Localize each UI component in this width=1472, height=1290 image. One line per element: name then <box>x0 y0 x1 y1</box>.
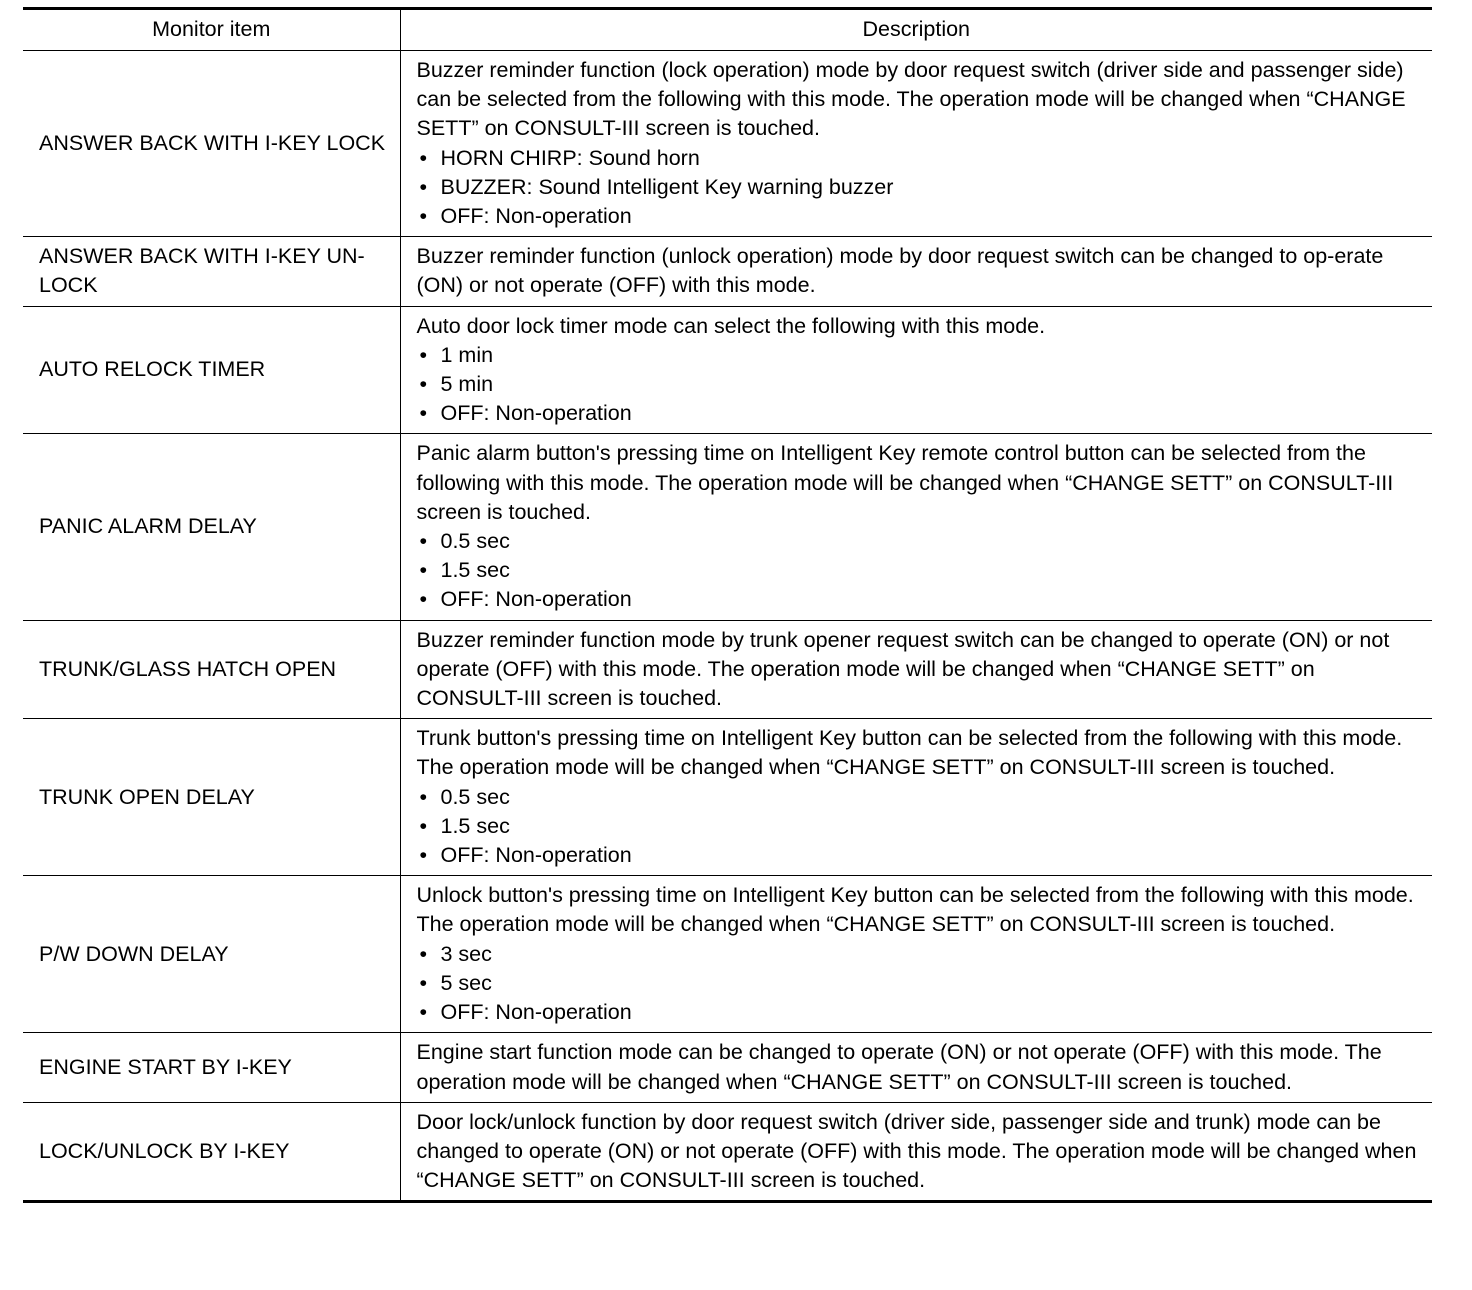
option-item: • OFF: Non-operation <box>417 998 1425 1027</box>
option-list <box>417 783 1425 871</box>
monitor-item-cell: AUTO RELOCK TIMER <box>23 306 400 434</box>
option-list <box>417 341 1425 429</box>
option-item: • 0.5 sec <box>417 527 1425 556</box>
table-row <box>23 719 1432 876</box>
option-item: • BUZZER: Sound Intelligent Key warning buzzer <box>417 173 1425 202</box>
option-item: • 0.5 sec <box>417 783 1425 812</box>
table-header-row <box>23 9 1432 51</box>
description-text: Buzzer reminder function mode by trunk opener request switch can be changed to operate (ON) or not operate (OFF) with this mode. The operation mode will be changed when “CHANGE SETT” on CONSULT-III screen is touched. <box>416 627 1390 711</box>
option-item: • OFF: Non-operation <box>417 841 1425 870</box>
header-description: Description <box>400 9 1432 51</box>
option-list <box>417 144 1425 232</box>
description-cell <box>400 620 1432 719</box>
option-item: • 1.5 sec <box>417 556 1425 585</box>
header-monitor-item: Monitor item <box>23 9 400 51</box>
option-item: • 1.5 sec <box>417 812 1425 841</box>
description-text: Buzzer reminder function (lock operation) mode by door request switch (driver side and passenger side) can be selected from the following with this mode. The operation mode will be changed when “CHANGE SETT” on CONSULT-III screen is touched. <box>416 58 1406 141</box>
description-cell <box>400 1033 1432 1102</box>
monitor-item-cell: ANSWER BACK WITH I-KEY LOCK <box>23 51 400 237</box>
table-row <box>23 1102 1432 1202</box>
description-text: Auto door lock timer mode can select the following with this mode. <box>416 313 1046 338</box>
monitor-item-cell: ENGINE START BY I-KEY <box>23 1033 400 1102</box>
description-cell <box>400 1102 1432 1202</box>
option-item: • 5 min <box>417 370 1425 399</box>
option-list <box>417 940 1425 1028</box>
option-item: • 1 min <box>417 341 1425 370</box>
option-item: • HORN CHIRP: Sound horn <box>417 144 1425 173</box>
monitor-item-cell: PANIC ALARM DELAY <box>23 434 400 620</box>
description-cell <box>400 306 1432 434</box>
table-row <box>23 237 1432 306</box>
description-text: Buzzer reminder function (unlock operation) mode by door request switch can be changed to op-erate (ON) or not operate (OFF) with this mode. <box>416 244 1384 298</box>
option-item: • OFF: Non-operation <box>417 202 1425 231</box>
option-list <box>417 527 1425 615</box>
description-cell <box>400 876 1432 1033</box>
table-row <box>23 51 1432 237</box>
description-text: Unlock button's pressing time on Intelligent Key button can be selected from the following with this mode. The operation mode will be changed when “CHANGE SETT” on CONSULT-III screen is touched. <box>416 883 1414 937</box>
table-row <box>23 434 1432 620</box>
monitor-item-cell: TRUNK/GLASS HATCH OPEN <box>23 620 400 719</box>
description-text: Panic alarm button's pressing time on Intelligent Key remote control button can be selected from the following with this mode. The operation mode will be changed when “CHANGE SETT” on CONSULT-III screen is touched. <box>416 441 1394 524</box>
monitor-item-cell: ANSWER BACK WITH I-KEY UN-LOCK <box>23 237 400 306</box>
option-item: • OFF: Non-operation <box>417 585 1425 614</box>
description-cell <box>400 434 1432 620</box>
monitor-item-cell: TRUNK OPEN DELAY <box>23 719 400 876</box>
option-item: • OFF: Non-operation <box>417 399 1425 428</box>
description-text: Trunk button's pressing time on Intelligent Key button can be selected from the following with this mode. The operation mode will be changed when “CHANGE SETT” on CONSULT-III screen is touched. <box>416 726 1403 780</box>
description-cell <box>400 719 1432 876</box>
option-item: • 3 sec <box>417 940 1425 969</box>
description-cell <box>400 237 1432 306</box>
option-item: • 5 sec <box>417 969 1425 998</box>
table-row <box>23 620 1432 719</box>
table-row <box>23 1033 1432 1102</box>
monitor-item-cell: P/W DOWN DELAY <box>23 876 400 1033</box>
table-row <box>23 306 1432 434</box>
description-text: Door lock/unlock function by door request switch (driver side, passenger side and trunk) mode can be changed to operate (ON) or not operate (OFF) with this mode. The operation mode will be changed when “CHANGE SETT” on CONSULT-III screen is touched. <box>416 1109 1417 1193</box>
description-text: Engine start function mode can be changed to operate (ON) or not operate (OFF) with this mode. The operation mode will be changed when “CHANGE SETT” on CONSULT-III screen is touched. <box>416 1040 1382 1094</box>
monitor-item-table <box>23 7 1432 1203</box>
table-row <box>23 876 1432 1033</box>
description-cell <box>400 51 1432 237</box>
monitor-item-cell: LOCK/UNLOCK BY I-KEY <box>23 1102 400 1202</box>
